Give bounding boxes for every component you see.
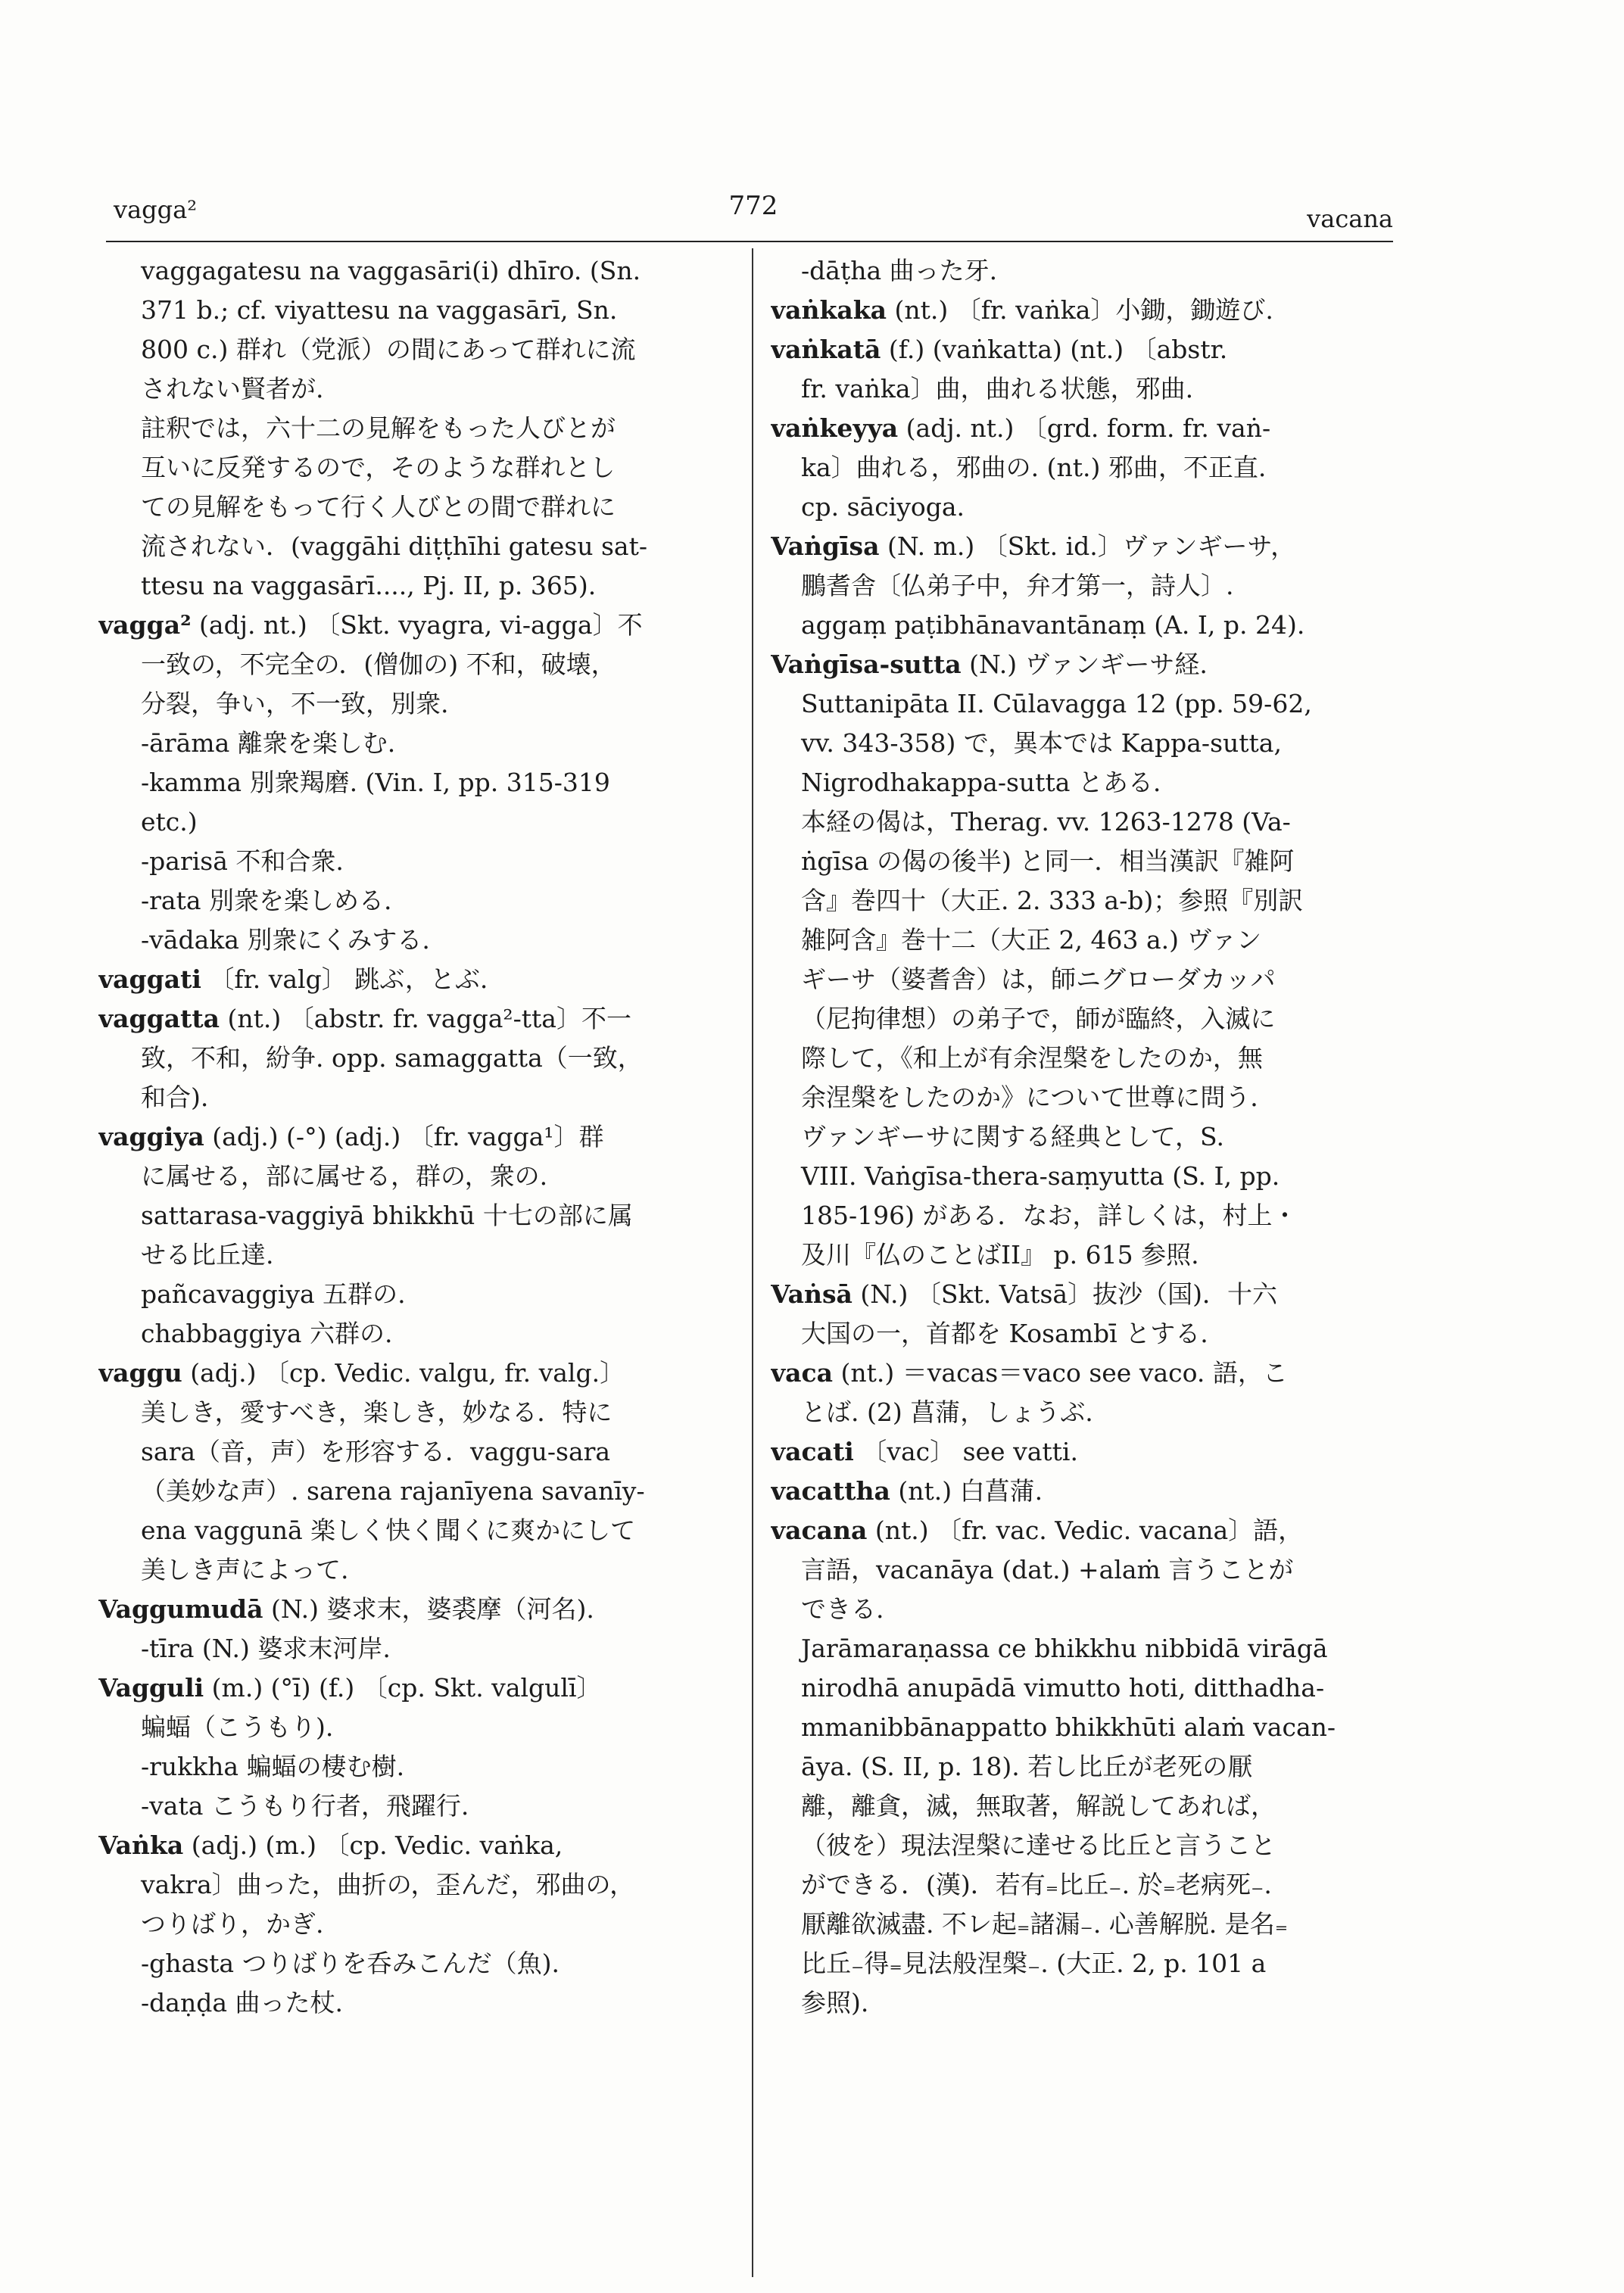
line-text: (nt.) 〔fr. vaṅka〕小鋤，鋤遊び. bbox=[887, 295, 1273, 325]
line-text: ṅgīsa の偈の後半) と同一．相当漢訳『雑阿 bbox=[801, 846, 1295, 876]
text-line bbox=[98, 724, 734, 763]
entry-line bbox=[771, 1354, 1392, 1393]
text-line bbox=[771, 1235, 1392, 1275]
text-line bbox=[771, 960, 1392, 999]
line-text: ena vaggunā 楽しく快く聞くに爽かにして bbox=[141, 1516, 636, 1545]
line-text: （美妙な声）. sarena rajanīyena savanīy- bbox=[141, 1476, 645, 1506]
entry-headword: vaggati bbox=[98, 964, 201, 994]
text-line bbox=[771, 1039, 1392, 1078]
line-text: etc.) bbox=[141, 807, 198, 837]
line-text: (adj.) (m.) 〔cp. Vedic. vaṅka, bbox=[183, 1830, 563, 1860]
text-line bbox=[771, 1708, 1392, 1747]
line-text: chabbaggiya 六群の. bbox=[141, 1319, 393, 1348]
line-text: （彼を）現法涅槃に達せる比丘と言うこと bbox=[801, 1830, 1276, 1860]
text-line bbox=[771, 1157, 1392, 1196]
line-text: 厭離欲滅盡. 不レ起₌諸漏₋. 心善解脱. 是名₌ bbox=[801, 1909, 1289, 1939]
line-text: -rata 別衆を楽しめる. bbox=[141, 886, 392, 915]
entry-headword: vagga² bbox=[98, 610, 192, 640]
entry-headword: Vaṅgīsa bbox=[771, 531, 880, 561]
line-text: (N.) 婆求末，婆裘摩（河名). bbox=[263, 1594, 594, 1624]
line-text: 〔fr. valg〕 跳ぶ，とぶ. bbox=[201, 964, 488, 994]
line-text: sara（音，声）を形容する．vaggu-sara bbox=[141, 1437, 611, 1466]
entry-headword: vacati bbox=[771, 1437, 854, 1466]
entry-headword: vaca bbox=[771, 1358, 834, 1388]
text-line bbox=[771, 1865, 1392, 1905]
line-text: 一致の，不完全の．(僧伽の) 不和，破壊， bbox=[141, 650, 616, 679]
entry-headword: Vagguli bbox=[98, 1673, 204, 1703]
line-text: 註釈では，六十二の見解をもった人びとが bbox=[141, 413, 616, 443]
entry-headword: vaggu bbox=[98, 1358, 182, 1388]
line-text: ttesu na vaggasārī...., Pj. II, p. 365). bbox=[141, 571, 597, 600]
right-column bbox=[771, 251, 1392, 2023]
text-line bbox=[98, 488, 734, 527]
line-text: つりばり，かぎ. bbox=[141, 1909, 324, 1939]
text-line bbox=[771, 1983, 1392, 2023]
entry-line bbox=[98, 1668, 734, 1708]
entry-line bbox=[98, 1826, 734, 1865]
line-text: 含』巻四十（大正. 2. 333 a-b)；参照『別訳 bbox=[801, 886, 1304, 915]
line-text: 〔vac〕 see vatti. bbox=[853, 1437, 1078, 1466]
text-line bbox=[98, 921, 734, 960]
text-line bbox=[771, 1787, 1392, 1826]
text-line bbox=[98, 1393, 734, 1432]
line-text: ての見解をもって行く人びとの間で群れに bbox=[141, 492, 616, 522]
line-text: -ārāma 離衆を楽しむ. bbox=[141, 728, 396, 758]
text-line bbox=[771, 763, 1392, 802]
line-text: (adj.) (-°) (adj.) 〔fr. vagga¹〕群 bbox=[204, 1122, 604, 1151]
text-line bbox=[771, 802, 1392, 842]
entry-line bbox=[771, 409, 1392, 448]
line-text: vaggagatesu na vaggasāri(i) dhīro. (Sn. bbox=[141, 256, 641, 285]
line-text: vakra〕曲った，曲折の，歪んだ，邪曲の， bbox=[141, 1870, 635, 1899]
line-text: -parisā 不和合衆. bbox=[141, 846, 344, 876]
entry-headword: vaṅkatā bbox=[771, 335, 881, 364]
entry-line bbox=[98, 606, 734, 645]
line-text: 371 b.; cf. viyattesu na vaggasārī, Sn. bbox=[141, 295, 618, 325]
text-line bbox=[771, 1905, 1392, 1944]
line-text: 比丘₋得₌見法般涅槃₋. (大正. 2, p. 101 a bbox=[801, 1949, 1267, 1978]
line-text: 致，不和，紛争. opp. samaggatta（一致， bbox=[141, 1043, 643, 1073]
line-text: (adj. nt.) 〔Skt. vyagra, vi-agga〕不 bbox=[191, 610, 643, 640]
text-line bbox=[771, 1078, 1392, 1117]
entry-line bbox=[98, 999, 734, 1039]
line-text: Nigrodhakappa-sutta とある. bbox=[801, 768, 1161, 797]
text-line bbox=[98, 1944, 734, 1983]
line-text: (nt.) 〔abstr. fr. vagga²-tta〕不一 bbox=[219, 1004, 631, 1033]
line-text: 和合). bbox=[141, 1083, 209, 1112]
text-line bbox=[98, 1314, 734, 1354]
line-text: vv. 343-358) で，異本では Kappa-sutta, bbox=[801, 728, 1282, 758]
entry-headword: vaggiya bbox=[98, 1122, 204, 1151]
line-text: 美しき声によって. bbox=[141, 1555, 349, 1584]
line-text: āya. (S. II, p. 18). 若し比丘が老死の厭 bbox=[801, 1752, 1253, 1781]
text-line bbox=[771, 566, 1392, 606]
text-line bbox=[98, 409, 734, 448]
line-text: -daṇḍa 曲った杖. bbox=[141, 1988, 343, 2017]
text-line bbox=[98, 448, 734, 488]
line-text: 分裂，争い，不一致，別衆. bbox=[141, 689, 449, 718]
text-line bbox=[98, 1472, 734, 1511]
line-text: とば. (2) 菖蒲，しょうぶ. bbox=[801, 1397, 1093, 1427]
header-first-entry: vagga² bbox=[114, 195, 198, 224]
line-text: -vata こうもり行者，飛躍行. bbox=[141, 1791, 469, 1821]
entry-headword: vaṅkaka bbox=[771, 295, 887, 325]
line-text: cp. sāciyoga. bbox=[801, 492, 965, 522]
line-text: ka〕曲れる，邪曲の. (nt.) 邪曲，不正直. bbox=[801, 453, 1267, 482]
text-line bbox=[98, 1511, 734, 1550]
line-text: （尼拘律想）の弟子で，師が臨終，入滅に bbox=[801, 1004, 1276, 1033]
text-line bbox=[771, 1393, 1392, 1432]
text-line bbox=[771, 1826, 1392, 1865]
running-header bbox=[114, 191, 1393, 233]
text-line bbox=[98, 842, 734, 881]
text-line bbox=[98, 1629, 734, 1668]
entry-line bbox=[98, 960, 734, 999]
line-text: 際して，《和上が有余涅槃をしたのか，無 bbox=[801, 1043, 1263, 1073]
line-text: -dāṭha 曲った牙. bbox=[801, 256, 998, 285]
line-text: -tīra (N.) 婆求末河岸. bbox=[141, 1634, 391, 1663]
text-line bbox=[98, 1787, 734, 1826]
line-text: -kamma 別衆羯磨. (Vin. I, pp. 315-319 bbox=[141, 768, 610, 797]
text-line bbox=[98, 684, 734, 724]
line-text: 流されない．(vaggāhi diṭṭhīhi gatesu sat- bbox=[141, 531, 648, 561]
line-text: されない賢者が. bbox=[141, 374, 324, 403]
line-text: ヴァンギーサに関する経典として，S. bbox=[801, 1122, 1224, 1151]
text-line bbox=[98, 1550, 734, 1590]
line-text: fr. vaṅka〕曲，曲れる状態，邪曲. bbox=[801, 374, 1194, 403]
entry-line bbox=[98, 1117, 734, 1157]
line-text: ができる．(漢)．若有₌比丘₋. 於₌老病死₋. bbox=[801, 1870, 1272, 1899]
text-line bbox=[771, 1668, 1392, 1708]
text-line bbox=[98, 1275, 734, 1314]
left-column bbox=[98, 251, 734, 2023]
text-line bbox=[771, 921, 1392, 960]
line-text: 参照). bbox=[801, 1988, 869, 2017]
line-text: Jarāmaraṇassa ce bhikkhu nibbidā virāgā bbox=[801, 1634, 1328, 1663]
text-line bbox=[771, 448, 1392, 488]
line-text: -vādaka 別衆にくみする. bbox=[141, 925, 430, 955]
text-line bbox=[771, 1117, 1392, 1157]
entry-line bbox=[98, 1590, 734, 1629]
line-text: 言語，vacanāya (dat.) +alaṁ 言うことが bbox=[801, 1555, 1294, 1584]
line-text: aggaṃ paṭibhānavantānaṃ (A. I, p. 24). bbox=[801, 610, 1305, 640]
text-line bbox=[771, 251, 1392, 291]
line-text: -ghasta つりばりを呑みこんだ（魚). bbox=[141, 1949, 560, 1978]
line-text: 美しき，愛すべき，楽しき，妙なる．特に bbox=[141, 1397, 613, 1427]
text-line bbox=[771, 684, 1392, 724]
text-line bbox=[771, 369, 1392, 409]
text-line bbox=[771, 724, 1392, 763]
line-text: 185-196) がある．なお，詳しくは，村上・ bbox=[801, 1201, 1298, 1230]
text-line bbox=[771, 1629, 1392, 1668]
text-line bbox=[98, 1865, 734, 1905]
entry-line bbox=[771, 1511, 1392, 1550]
text-line bbox=[771, 842, 1392, 881]
text-line bbox=[98, 1039, 734, 1078]
text-line bbox=[771, 1944, 1392, 1983]
line-text: できる. bbox=[801, 1594, 884, 1624]
line-text: VIII. Vaṅgīsa-thera-saṃyutta (S. I, pp. bbox=[801, 1161, 1280, 1191]
line-text: 余涅槃をしたのか》について世尊に問う． bbox=[801, 1083, 1276, 1112]
text-line bbox=[98, 1078, 734, 1117]
line-text: -rukkha 蝙蝠の棲む樹. bbox=[141, 1752, 405, 1781]
entry-line bbox=[98, 1354, 734, 1393]
line-text: ギーサ（婆耆舎）は，師ニグローダカッパ bbox=[801, 964, 1276, 994]
entry-line bbox=[771, 645, 1392, 684]
line-text: 本経の偈は，Therag. vv. 1263-1278 (Va- bbox=[801, 807, 1291, 837]
entry-headword: vacana bbox=[771, 1516, 868, 1545]
line-text: (nt.) 〔fr. vac. Vedic. vacana〕語， bbox=[867, 1516, 1304, 1545]
line-text: (m.) (°ī) (f.) 〔cp. Skt. valgulī〕 bbox=[204, 1673, 602, 1703]
text-line bbox=[771, 1314, 1392, 1354]
line-text: pañcavaggiya 五群の. bbox=[141, 1279, 406, 1309]
line-text: (N. m.) 〔Skt. id.〕ヴァンギーサ， bbox=[879, 531, 1296, 561]
text-line bbox=[98, 881, 734, 921]
text-line bbox=[98, 566, 734, 606]
line-text: 蝙蝠（こうもり). bbox=[141, 1712, 334, 1742]
text-line bbox=[98, 1905, 734, 1944]
text-line bbox=[98, 369, 734, 409]
text-line bbox=[98, 330, 734, 369]
text-line bbox=[771, 488, 1392, 527]
text-line bbox=[98, 1708, 734, 1747]
line-text: (nt.) ＝vacas＝vaco see vaco. 語，こ bbox=[833, 1358, 1288, 1388]
text-line bbox=[771, 1550, 1392, 1590]
line-text: (adj.) 〔cp. Vedic. valgu, fr. valg.〕 bbox=[182, 1358, 625, 1388]
line-text: (adj. nt.) 〔grd. form. fr. vaṅ- bbox=[898, 413, 1271, 443]
text-line bbox=[771, 1196, 1392, 1235]
entry-headword: Vaṅka bbox=[98, 1830, 184, 1860]
line-text: sattarasa-vaggiyā bhikkhū 十七の部に属 bbox=[141, 1201, 633, 1230]
entry-line bbox=[771, 1472, 1392, 1511]
line-text: Suttanipāta II. Cūlavagga 12 (pp. 59-62, bbox=[801, 689, 1312, 718]
entry-line bbox=[771, 1432, 1392, 1472]
line-text: (f.) (vaṅkatta) (nt.) 〔abstr. bbox=[881, 335, 1228, 364]
text-line bbox=[98, 1196, 734, 1235]
entry-headword: vaggatta bbox=[98, 1004, 220, 1033]
text-line bbox=[98, 1235, 734, 1275]
line-text: 互いに反発するので，そのような群れとし bbox=[141, 453, 616, 482]
text-line bbox=[98, 1432, 734, 1472]
line-text: 鵬耆舎〔仏弟子中，弁才第一，詩人〕. bbox=[801, 571, 1234, 600]
header-rule bbox=[106, 241, 1393, 242]
text-line bbox=[98, 291, 734, 330]
line-text: 離，離貪，滅，無取著，解説してあれば， bbox=[801, 1791, 1276, 1821]
text-line bbox=[771, 1590, 1392, 1629]
entry-headword: Vaṅsā bbox=[771, 1279, 853, 1309]
line-text: (N.) 〔Skt. Vatsā〕抜沙（国)．十六 bbox=[852, 1279, 1277, 1309]
line-text: 雑阿含』巻十二（大正 2, 463 a.) ヴァン bbox=[801, 925, 1262, 955]
line-text: nirodhā anupādā vimutto hoti, ditthadha- bbox=[801, 1673, 1325, 1703]
text-line bbox=[98, 251, 734, 291]
entry-headword: Vaggumudā bbox=[98, 1594, 263, 1624]
line-text: mmanibbānappatto bhikkhūti alaṁ vacan- bbox=[801, 1712, 1336, 1742]
entry-line bbox=[771, 527, 1392, 566]
text-line bbox=[771, 881, 1392, 921]
header-last-entry: vacana bbox=[1307, 204, 1393, 233]
page-number: 772 bbox=[728, 191, 778, 221]
line-text: に属せる，部に属せる，群の，衆の. bbox=[141, 1161, 548, 1191]
text-line bbox=[771, 606, 1392, 645]
line-text: 大国の一，首都を Kosambī とする. bbox=[801, 1319, 1208, 1348]
text-line bbox=[98, 1747, 734, 1787]
text-line bbox=[771, 999, 1392, 1039]
line-text: 800 c.) 群れ（党派）の間にあって群れに流 bbox=[141, 335, 636, 364]
column-divider bbox=[752, 248, 753, 2277]
text-line bbox=[98, 1983, 734, 2023]
entry-line bbox=[771, 1275, 1392, 1314]
line-text: (N.) ヴァンギーサ経. bbox=[961, 650, 1208, 679]
text-line bbox=[98, 763, 734, 802]
entry-line bbox=[771, 291, 1392, 330]
text-line bbox=[98, 645, 734, 684]
entry-headword: vaṅkeyya bbox=[771, 413, 899, 443]
entry-headword: vacattha bbox=[771, 1476, 890, 1506]
entry-headword: Vaṅgīsa-sutta bbox=[771, 650, 962, 679]
text-line bbox=[771, 1747, 1392, 1787]
text-line bbox=[98, 527, 734, 566]
text-line bbox=[98, 1157, 734, 1196]
line-text: せる比丘達. bbox=[141, 1240, 274, 1270]
text-line bbox=[98, 802, 734, 842]
entry-line bbox=[771, 330, 1392, 369]
line-text: (nt.) 白菖蒲. bbox=[890, 1476, 1043, 1506]
line-text: 及川『仏のことばII』 p. 615 参照. bbox=[801, 1240, 1199, 1270]
